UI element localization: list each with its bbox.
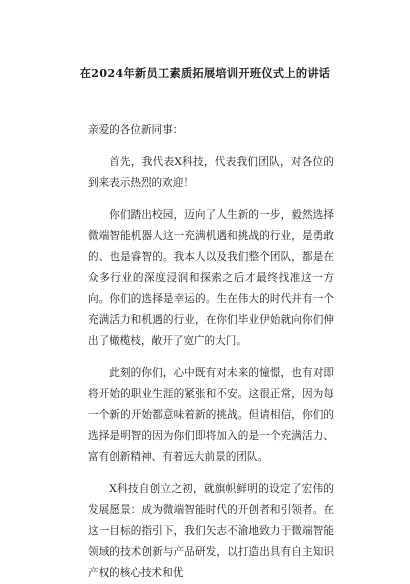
- paragraph-welcome: 首先，我代表X科技，代表我们团队，对各位的到来表示热烈的欢迎！: [88, 156, 334, 189]
- greeting: 亲爱的各位新同事：: [88, 124, 184, 136]
- speech-title: 在2024年新员工素质拓展培训开班仪式上的讲话: [79, 66, 331, 80]
- spacer: [88, 468, 334, 479]
- paragraph-choice: 你们踏出校园，迈向了人生新的一步，毅然选择微端智能机器人这一充满机遇和挑战的行业，是勇敢的、也是睿智的。我本人以及我们整个团队，都是在众多行业的深度浸润和探索之后才最终找准这一方向。你们的选择是幸运的。生在伟大的时代并有一个充满活力和机遇的行业，在你们毕业伊始就向你们伸出了橄榄枝，敞开了宽广的大门。: [88, 209, 334, 347]
- spacer: [88, 141, 334, 152]
- paragraph-vision: X科技自创立之初，就旗帜鲜明的设定了宏伟的发展愿景：成为微端智能时代的开创者和引领者。在这一目标的指引下，我们矢志不渝地致力于微端智能领域的技术创新与产品研发，以打造出具有自主知识产权的核心技术和优: [88, 483, 334, 579]
- spacer: [88, 352, 334, 363]
- spacer: [88, 194, 334, 205]
- paragraph-feelings: 此刻的你们，心中既有对未来的憧憬，也有对即将开始的职业生涯的紧张和不安。这很正常，因为每一个新的开始都意味着新的挑战。但请相信，你们的选择是明智的因为你们即将加入的是一个充满活力、富有创新精神、有着远大前景的团队。: [88, 367, 334, 463]
- speech-body: [88, 120, 334, 584]
